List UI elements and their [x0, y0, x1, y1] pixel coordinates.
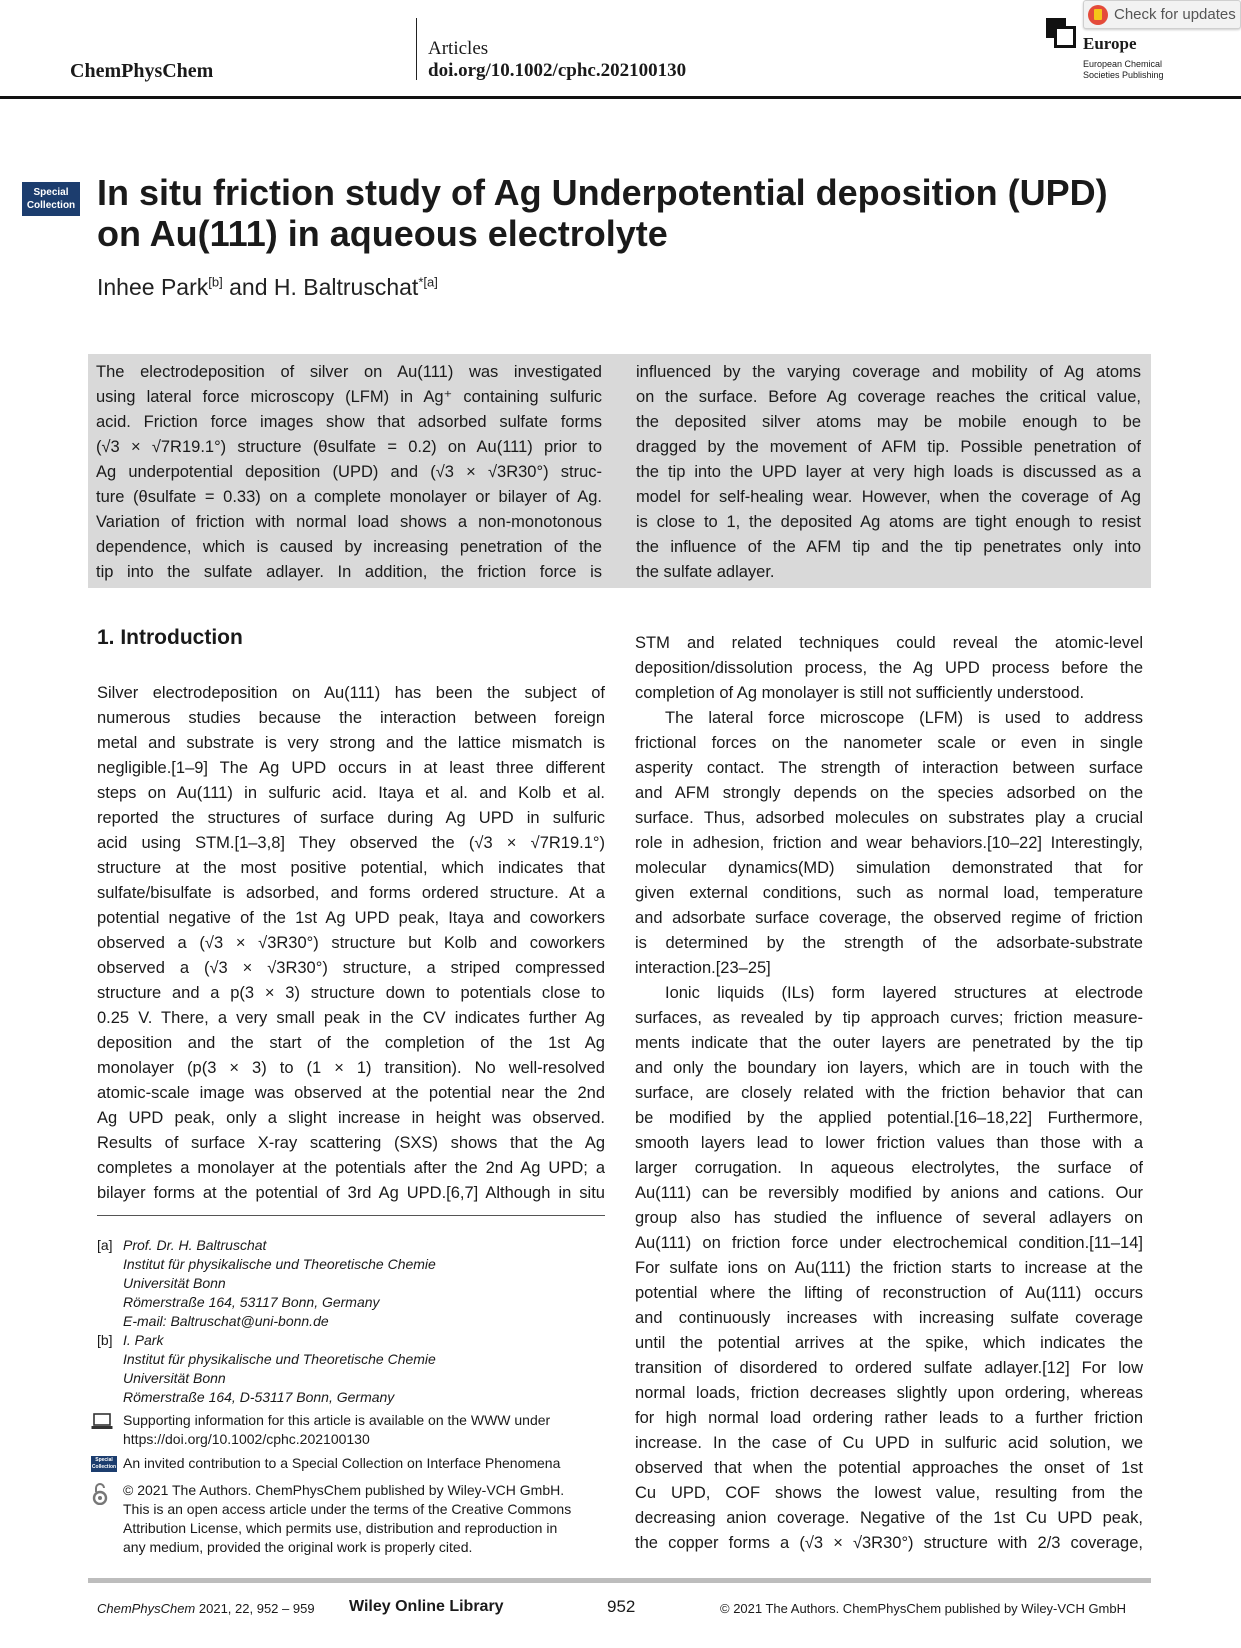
- special-collection-badge: [22, 182, 80, 216]
- footnote-a-tag: [a]: [97, 1237, 113, 1253]
- paragraph-line: metal and substrate is very strong and the lattice mismatch is: [97, 734, 605, 752]
- footnote-affiliation-a: [97, 1236, 605, 1331]
- abstract-line: the tip into the UPD layer at very high loads is discussed as a: [636, 463, 1141, 481]
- paragraph-line: molecular dynamics(MD) simulation demonstrated that for: [635, 859, 1143, 877]
- article-title: [97, 172, 1177, 254]
- paragraph-line: bilayer forms at the potential of 3rd Ag UPD.[6,7] Although in situ: [97, 1184, 605, 1202]
- paragraph-line: is determined by the strength of the adsorbate-substrate: [635, 934, 1143, 952]
- abstract-box: [88, 354, 1151, 588]
- abstract-line: is close to 1, the deposited Ag atoms are tight enough to resist: [636, 513, 1141, 531]
- footnote-line: Römerstraße 164, D-53117 Bonn, Germany: [123, 1389, 395, 1405]
- paragraph-line: group also has studied the influence of several adlayers on: [635, 1209, 1143, 1227]
- footnote-a-body: [97, 1236, 605, 1331]
- title-line-2: on Au(111) in aqueous electrolyte: [97, 213, 668, 254]
- paragraph-line: Results of surface X-ray scattering (SXS) shows that the Ag: [97, 1134, 605, 1152]
- abstract-left-column: [96, 360, 602, 585]
- abstract-line: dragged by the movement of AFM tip. Possible penetration of: [636, 438, 1141, 456]
- header-divider: [416, 18, 417, 80]
- special-collection-text: An invited contribution to a Special Collection on Interface Phenomena: [123, 1455, 561, 1471]
- footnote-b-tag: [b]: [97, 1332, 113, 1348]
- paragraph-line: Ionic liquids (ILs) form layered structures at electrode: [665, 984, 1143, 1002]
- footer-rule: [88, 1578, 1151, 1583]
- paragraph-line: reported the structures of surface during Ag UPD in sulfuric: [97, 809, 605, 827]
- license-line-4: any medium, provided the original work is properly cited.: [123, 1539, 473, 1555]
- paragraph-line: structure at the most positive potential, which indicates that: [97, 859, 605, 877]
- logo-text: Europe: [1083, 34, 1137, 53]
- footnote-line: Universität Bonn: [123, 1370, 226, 1386]
- paragraph-line: asperity contact. The strength of interaction between surface: [635, 759, 1143, 777]
- paragraph-line: Silver electrodeposition on Au(111) has been the subject of: [97, 684, 605, 702]
- footer-journal: ChemPhysChem: [97, 1601, 196, 1616]
- paragraph-line: interaction.[23–25]: [635, 959, 771, 977]
- header-rule: [0, 96, 1241, 99]
- footnote-line: Römerstraße 164, 53117 Bonn, Germany: [123, 1294, 380, 1310]
- paragraph-line: steps on Au(111) in sulfuric acid. Itaya et al. and Kolb et al.: [97, 784, 605, 802]
- abstract-line: acid. Friction force images show that adsorbed sulfate forms: [96, 413, 602, 431]
- paragraph-line: Ag UPD peak, only a slight increase in height was observed.: [97, 1109, 605, 1127]
- special-collection-note: [91, 1454, 605, 1473]
- paragraph-line: increase. In the case of Cu UPD in sulfuric acid solution, we: [635, 1434, 1143, 1452]
- paragraph-line: surface. Thus, adsorbed molecules on substrates play a crucial: [635, 809, 1143, 827]
- paragraph-line: structure and a p(3 × 3) structure down to potentials close to: [97, 984, 605, 1002]
- abstract-line: tip into the sulfate adlayer. In addition, the friction force is: [96, 563, 602, 581]
- page-number: 952: [607, 1597, 636, 1616]
- paragraph-line: surfaces, as revealed by tip approach curves; friction measure-: [635, 1009, 1143, 1027]
- check-updates-label: Check for updates: [1114, 6, 1236, 23]
- footnote-affiliation-b: [97, 1331, 605, 1407]
- abstract-line: Ag underpotential deposition (UPD) and (√3 × √3R30°) struc-: [96, 463, 602, 481]
- abstract-line: the deposited silver atoms may be mobile enough to be: [636, 413, 1141, 431]
- paragraph-line: sulfate/bisulfate is adsorbed, and forms ordered structure. At a: [97, 884, 605, 902]
- paragraph-line: potential where the lifting of reconstruction of Au(111) occurs: [635, 1284, 1143, 1302]
- paragraph-line: negligible.[1–9] The Ag UPD occurs in at least three different: [97, 759, 605, 777]
- paragraph-line: and AFM strongly depends on the species adsorbed on the: [635, 784, 1143, 802]
- paragraph-line: observed a (√3 × √3R30°) structure, a striped compressed: [97, 959, 605, 977]
- journal-name: ChemPhysChem: [70, 60, 214, 82]
- footnote-rule: [97, 1215, 605, 1216]
- author-2: and H. Baltruschat: [222, 274, 419, 300]
- paragraph-line: larger corrugation. In aqueous electrolytes, the surface of: [635, 1159, 1143, 1177]
- paragraph-line: STM and related techniques could reveal the atomic-level: [635, 634, 1143, 652]
- footnote-line: Prof. Dr. H. Baltruschat: [123, 1237, 267, 1253]
- laptop-icon: [91, 1413, 113, 1435]
- paragraph-line: deposition and the start of the completion of the 1st Ag: [97, 1034, 605, 1052]
- paragraph-line: frictional forces on the nanometer scale or even in single: [635, 734, 1143, 752]
- footnote-line[interactable]: E-mail: Baltruschat@uni-bonn.de: [123, 1313, 329, 1329]
- paragraph-line: normal loads, friction decreases slightly upon ordering, whereas: [635, 1384, 1143, 1402]
- footnote-line: Institut für physikalische und Theoretische Chemie: [123, 1351, 436, 1367]
- paragraph-line: The lateral force microscope (LFM) is used to address: [665, 709, 1143, 727]
- badge-line-1: Special: [33, 187, 69, 198]
- article-section: Articles: [428, 38, 489, 59]
- license-line-2: This is an open access article under the terms of the Creative Commons: [123, 1501, 572, 1517]
- body-right-column: [635, 631, 1143, 1556]
- paragraph-line: deposition/dissolution process, the Ag UPD process before the: [635, 659, 1143, 677]
- author-1: Inhee Park: [97, 274, 209, 300]
- abstract-line: Variation of friction with normal load shows a non-monotonous: [96, 513, 602, 531]
- paragraph-line: For sulfate ions on Au(111) the friction starts to increase at the: [635, 1259, 1143, 1277]
- footnote-b-body: [97, 1331, 605, 1407]
- paragraph-line: observed a (√3 × √3R30°) structure but Kolb and coworkers: [97, 934, 605, 952]
- abstract-line: (√3 × √7R19.1°) structure (θsulfate = 0.2) on Au(111) prior to: [96, 438, 602, 456]
- paragraph-line: for high normal load ordering rather leads to a further friction: [635, 1409, 1143, 1427]
- abstract-line: dependence, which is caused by increasing penetration of the: [96, 538, 602, 556]
- supporting-info-line-1: Supporting information for this article is available on the WWW under: [123, 1412, 551, 1428]
- paragraph-line: observed that when the potential approaches the onset of 1st: [635, 1459, 1143, 1477]
- paragraph-line: role in adhesion, friction and wear behaviors.[10–22] Interestingly,: [635, 834, 1143, 852]
- paragraph-line: decreasing anion coverage. Negative of the 1st Cu UPD peak,: [635, 1509, 1143, 1527]
- badge-line-2: Collection: [26, 200, 76, 211]
- paragraph-line: and continuously increases with increasing sulfate coverage: [635, 1309, 1143, 1327]
- paragraph-line: be modified by the applied potential.[16–18,22] Furthermore,: [635, 1109, 1143, 1127]
- footnote-line: I. Park: [123, 1332, 164, 1348]
- abstract-line: the sulfate adlayer.: [636, 563, 775, 581]
- abstract-line: ture (θsulfate = 0.33) on a complete monolayer or bilayer of Ag.: [96, 488, 602, 506]
- logo-subtitle-2: Societies Publishing: [1083, 70, 1164, 80]
- abstract-line: using lateral force microscopy (LFM) in Ag⁺ containing sulfuric: [96, 388, 602, 406]
- paragraph-line: potential negative of the 1st Ag UPD peak, Itaya and coworkers: [97, 909, 605, 927]
- author-2-affiliation: *[a]: [418, 274, 438, 290]
- paragraph-line: numerous studies because the interaction between foreign: [97, 709, 605, 727]
- paragraph-line: ments indicate that the outer layers are penetrated by the tip: [635, 1034, 1143, 1052]
- footer-citation: [97, 1601, 315, 1616]
- license-note: [91, 1481, 605, 1557]
- paragraph-line: until the potential arrives at the spike, which indicates the: [635, 1334, 1143, 1352]
- abstract-line: on the surface. Before Ag coverage reaches the critical value,: [636, 388, 1141, 406]
- license-line-1: © 2021 The Authors. ChemPhysChem published by Wiley-VCH GmbH.: [123, 1482, 565, 1498]
- title-line-1: In situ friction study of Ag Underpotential deposition (UPD): [97, 172, 1108, 213]
- paragraph-line: given external conditions, such as normal load, temperature: [635, 884, 1143, 902]
- paragraph-line: and adsorbate surface coverage, the observed regime of friction: [635, 909, 1143, 927]
- footnote-line: Institut für physikalische und Theoretische Chemie: [123, 1256, 436, 1272]
- paragraph-line: and only the boundary ion layers, which are in touch with the: [635, 1059, 1143, 1077]
- abstract-line: the influence of the AFM tip and the tip penetrates only into: [636, 538, 1141, 556]
- paragraph-line: surface, are closely related with the friction behavior that can: [635, 1084, 1143, 1102]
- author-list: [97, 274, 438, 301]
- paragraph-line: transition of disordered to ordered sulfate adlayer.[12] For low: [635, 1359, 1143, 1377]
- paragraph-line: Au(111) can be reversibly modified by anions and cations. Our: [635, 1184, 1143, 1202]
- supporting-info-note: [91, 1411, 605, 1449]
- paragraph-line: completion of Ag monolayer is still not sufficiently understood.: [635, 684, 1085, 702]
- body-left-column: [97, 681, 605, 1206]
- footnote-line: Universität Bonn: [123, 1275, 226, 1291]
- logo-subtitle-1: European Chemical: [1083, 59, 1163, 69]
- bookmark-icon: [1088, 5, 1108, 25]
- footer-volume: 2021, 22, 952 – 959: [198, 1601, 315, 1616]
- wiley-online-library-link[interactable]: Wiley Online Library: [349, 1598, 504, 1615]
- paragraph-line: acid using STM.[1–3,8] They observed the (√3 × √7R19.1°): [97, 834, 605, 852]
- chemistry-europe-logo-icon: [1046, 18, 1080, 52]
- author-1-affiliation: [b]: [208, 274, 223, 290]
- paragraph-line: completes a monolayer at the potentials after the 2nd Ag UPD; a: [97, 1159, 605, 1177]
- abstract-line: influenced by the varying coverage and mobility of Ag atoms: [636, 363, 1141, 381]
- license-line-3: Attribution License, which permits use, distribution and reproduction in: [123, 1520, 558, 1536]
- paragraph-line: atomic-scale image was observed at the potential near the 2nd: [97, 1084, 605, 1102]
- check-for-updates-button[interactable]: [1083, 0, 1241, 29]
- abstract-right-column: [636, 360, 1141, 585]
- section-heading: 1. Introduction: [97, 626, 243, 649]
- paragraph-line: Au(111) on friction force under electrochemical condition.[11–14]: [635, 1234, 1143, 1252]
- paragraph-line: monolayer (p(3 × 3) to (1 × 1) transition). No well-resolved: [97, 1059, 605, 1077]
- paragraph-line: the copper forms a (√3 × √3R30°) structure with 2/3 coverage,: [635, 1534, 1143, 1552]
- paragraph-line: Cu UPD, COF shows the lowest value, resulting from the: [635, 1484, 1143, 1502]
- abstract-line: The electrodeposition of silver on Au(111) was investigated: [96, 363, 602, 381]
- open-access-icon: [91, 1483, 109, 1510]
- abstract-line: model for self-healing wear. However, when the coverage of Ag: [636, 488, 1141, 506]
- supporting-info-url[interactable]: https://doi.org/10.1002/cphc.202100130: [123, 1431, 370, 1447]
- special-collection-mini-icon: Special Collection: [91, 1457, 117, 1470]
- doi-link[interactable]: doi.org/10.1002/cphc.202100130: [428, 60, 687, 81]
- paragraph-line: 0.25 V. There, a very small peak in the CV indicates further Ag: [97, 1009, 605, 1027]
- footer-copyright: © 2021 The Authors. ChemPhysChem published by Wiley-VCH GmbH: [720, 1601, 1127, 1616]
- paragraph-line: smooth layers lead to lower friction values than those with a: [635, 1134, 1143, 1152]
